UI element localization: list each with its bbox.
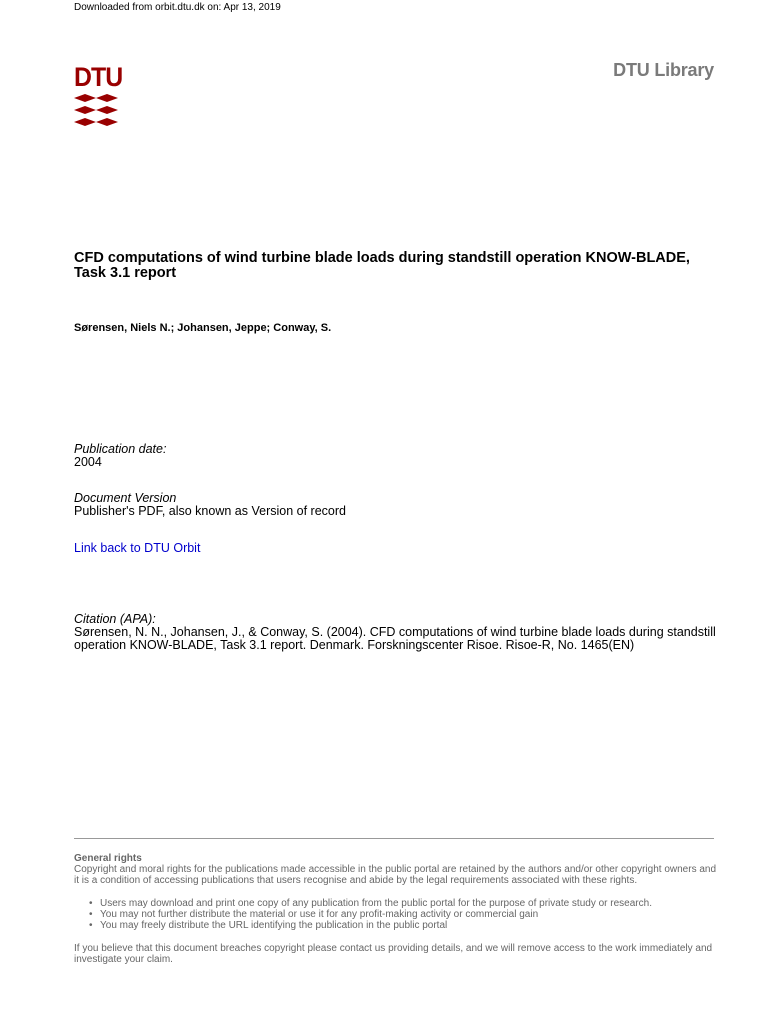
document-title: CFD computations of wind turbine blade loads during standstill operation KNOW-BLADE, Task 3.1 report <box>74 250 690 281</box>
takedown-note: If you believe that this document breaches copyright please contact us providing details, and we will remove access to the work immediately and investigate your claim. <box>74 943 713 965</box>
citation-text: Sørensen, N. N., Johansen, J., & Conway, S. (2004). CFD computations of wind turbine blade loads during standstill operation KNOW-BLADE, Task 3.1 report. Denmark. Forskningscenter Risoe. Risoe-R, No. 1465(EN) <box>74 625 716 652</box>
dtu-logo <box>74 62 123 133</box>
rights-list-item <box>89 909 719 920</box>
bullet-icon: • <box>89 920 93 931</box>
download-note: Downloaded from orbit.dtu.dk on: Apr 13, 2019 <box>74 2 281 13</box>
dtu-library-label: DTU Library <box>613 60 714 80</box>
citation <box>74 613 724 652</box>
dtu-logo-text: DTU <box>74 62 123 92</box>
divider <box>74 838 714 839</box>
bullet-icon: • <box>89 898 93 909</box>
rights-list <box>89 898 719 931</box>
citation-label: Citation (APA): <box>74 612 156 626</box>
publication-date <box>74 443 166 469</box>
bullet-icon: • <box>89 909 93 920</box>
publication-date-value: 2004 <box>74 455 102 469</box>
authors: Sørensen, Niels N.; Johansen, Jeppe; Conway, S. <box>74 322 332 334</box>
rights-list-item-text: Users may download and print one copy of any publication from the public portal for the purpose of private study or research. <box>100 898 652 909</box>
document-version <box>74 492 346 518</box>
general-rights-intro: Copyright and moral rights for the publications made accessible in the public portal are retained by the authors and/or other copyright owners and it is a condition of accessing publications that users recognise and abide by the legal requirements associated with these rights. <box>74 864 717 886</box>
rights-list-item <box>89 898 719 909</box>
general-rights-heading: General rights <box>74 853 142 864</box>
rights-list-item-text: You may freely distribute the URL identifying the publication in the public portal <box>100 920 448 931</box>
link-back-to-dtu-orbit[interactable]: Link back to DTU Orbit <box>74 541 201 555</box>
rights-list-item-text: You may not further distribute the material or use it for any profit-making activity or commercial gain <box>100 909 539 920</box>
document-version-value: Publisher's PDF, also known as Version of record <box>74 504 346 518</box>
publication-date-label: Publication date: <box>74 442 167 456</box>
document-version-label: Document Version <box>74 491 177 505</box>
dtu-logo-mark-icon <box>74 94 118 128</box>
rights-list-item <box>89 920 719 931</box>
general-rights <box>74 853 719 965</box>
